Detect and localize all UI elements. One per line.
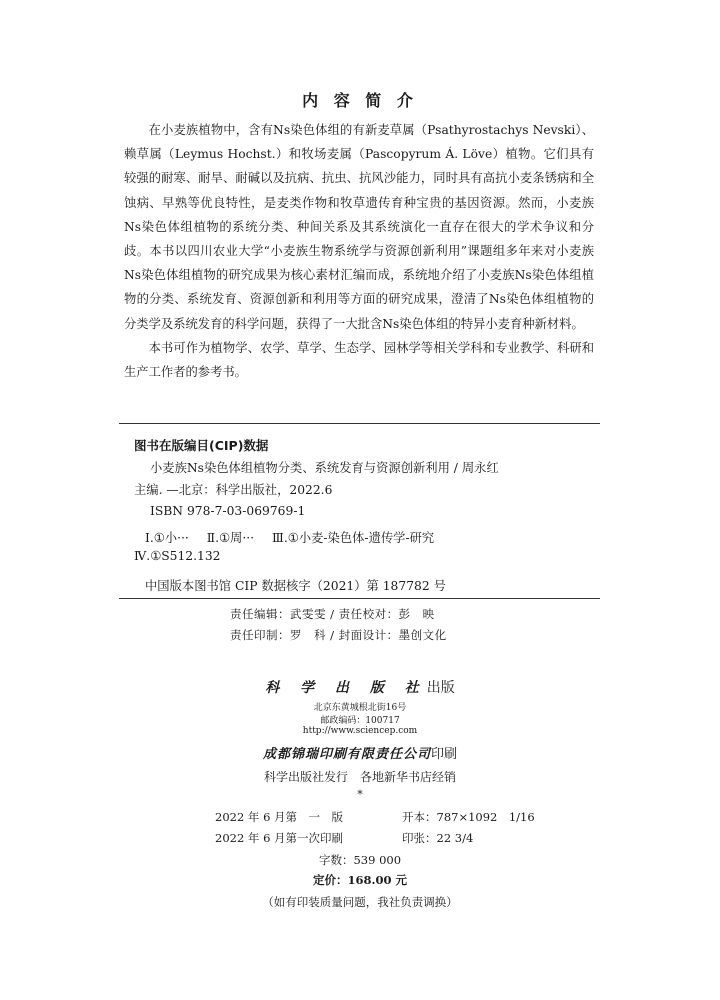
cip-entry-line-2: 主编. —北京：科学出版社，2022.6 — [134, 482, 333, 497]
cip-class-1: Ⅰ.①小··· — [145, 531, 189, 545]
publisher-name-text: 科 学 出 版 社 — [265, 680, 427, 696]
page-title: 内 容 简 介 — [302, 91, 418, 110]
price: 定价：168.00 元 — [312, 873, 407, 887]
intro-paragraph-2: 本书可作为植物学、农学、草学、生态学、园林学等相关学科和专业教学、科研和生产工作者的参考书。 — [124, 340, 594, 380]
publisher-address: 北京东黄城根北街16号 — [313, 703, 407, 713]
cip-number: 中国版本图书馆 CIP 数据核字（2021）第 187782 号 — [145, 579, 446, 593]
separator-star: * — [357, 788, 363, 801]
format: 开本：787×1092 1/16 — [402, 810, 535, 824]
quality-notice: （如有印装质量问题，我社负责调换） — [262, 895, 458, 909]
spec-row-1 — [0, 809, 720, 825]
cip-class-2: Ⅱ.①周··· — [206, 531, 255, 545]
spec-row-2 — [0, 830, 720, 846]
printer-name-text: 成都锦瑞印刷有限责任公司 — [262, 747, 431, 762]
cip-class-4: Ⅳ.①S512.132 — [134, 549, 221, 563]
divider-bottom — [119, 598, 600, 599]
printer-suffix: 印刷 — [431, 747, 458, 762]
cip-heading: 图书在版编目(CIP)数据 — [134, 438, 269, 453]
publisher-postcode: 邮政编码：100717 — [320, 716, 400, 726]
cip-isbn: ISBN 978-7-03-069769-1 — [149, 504, 306, 518]
publisher-suffix: 出版 — [426, 680, 455, 696]
distribution-line: 科学出版社发行 各地新华书店经销 — [263, 770, 456, 784]
intro-text — [124, 118, 594, 384]
staff-line-1: 责任编辑：武雯雯 / 责任校对：彭 映 — [230, 607, 435, 621]
cip-class-3: Ⅲ.①小麦-染色体-遗传学-研究 — [272, 531, 435, 545]
cip-entry-line-1: 小麦族Ns染色体组植物分类、系统发育与资源创新利用 / 周永红 — [149, 461, 499, 475]
cip-classification — [145, 528, 448, 546]
printing: 2022 年 6 月第一次印刷 — [215, 831, 344, 845]
publisher-url: http://www.sciencep.com — [302, 726, 418, 736]
sheets: 印张：22 3/4 — [402, 831, 474, 845]
printer-name — [0, 743, 720, 762]
cip-entry — [134, 458, 574, 523]
edition: 2022 年 6 月第 一 版 — [215, 810, 344, 824]
divider-top — [119, 423, 600, 424]
word-count: 字数：539 000 — [318, 853, 402, 867]
staff-line-2: 责任印制：罗 科 / 封面设计：墨创文化 — [230, 628, 447, 642]
publisher-name — [0, 677, 720, 697]
intro-paragraph-1: 在小麦族植物中，含有Ns染色体组的有新麦草属（Psathyrostachys Nevski）、赖草属（Leymus Hochst.）和牧场麦属（Pascopyrum Á. Löve）植物。它们具有较强的耐寒、耐旱、耐碱以及抗病、抗虫、抗风沙能力，同时具有高抗小麦条锈病和全蚀病、早熟等优良特性，是麦类作物和牧草遗传育种宝贵的基因资源。然而，小麦族Ns染色体组植物的系统分类、种间关系及其系统演化一直存在很大的学术争议和分歧。本书以四川农业大学“小麦族生物系统学与资源创新利用”课题组多年来对小麦族Ns染色体组植物的研究成果为核心素材汇编而成，系统地介绍了小麦族Ns染色体组植物的分类、系统发育、资源创新和利用等方面的研究成果，澄清了Ns染色体组植物的分类学及系统发育的科学问题，获得了一大批含Ns染色体组的特异小麦育种新材料。 — [124, 123, 594, 331]
